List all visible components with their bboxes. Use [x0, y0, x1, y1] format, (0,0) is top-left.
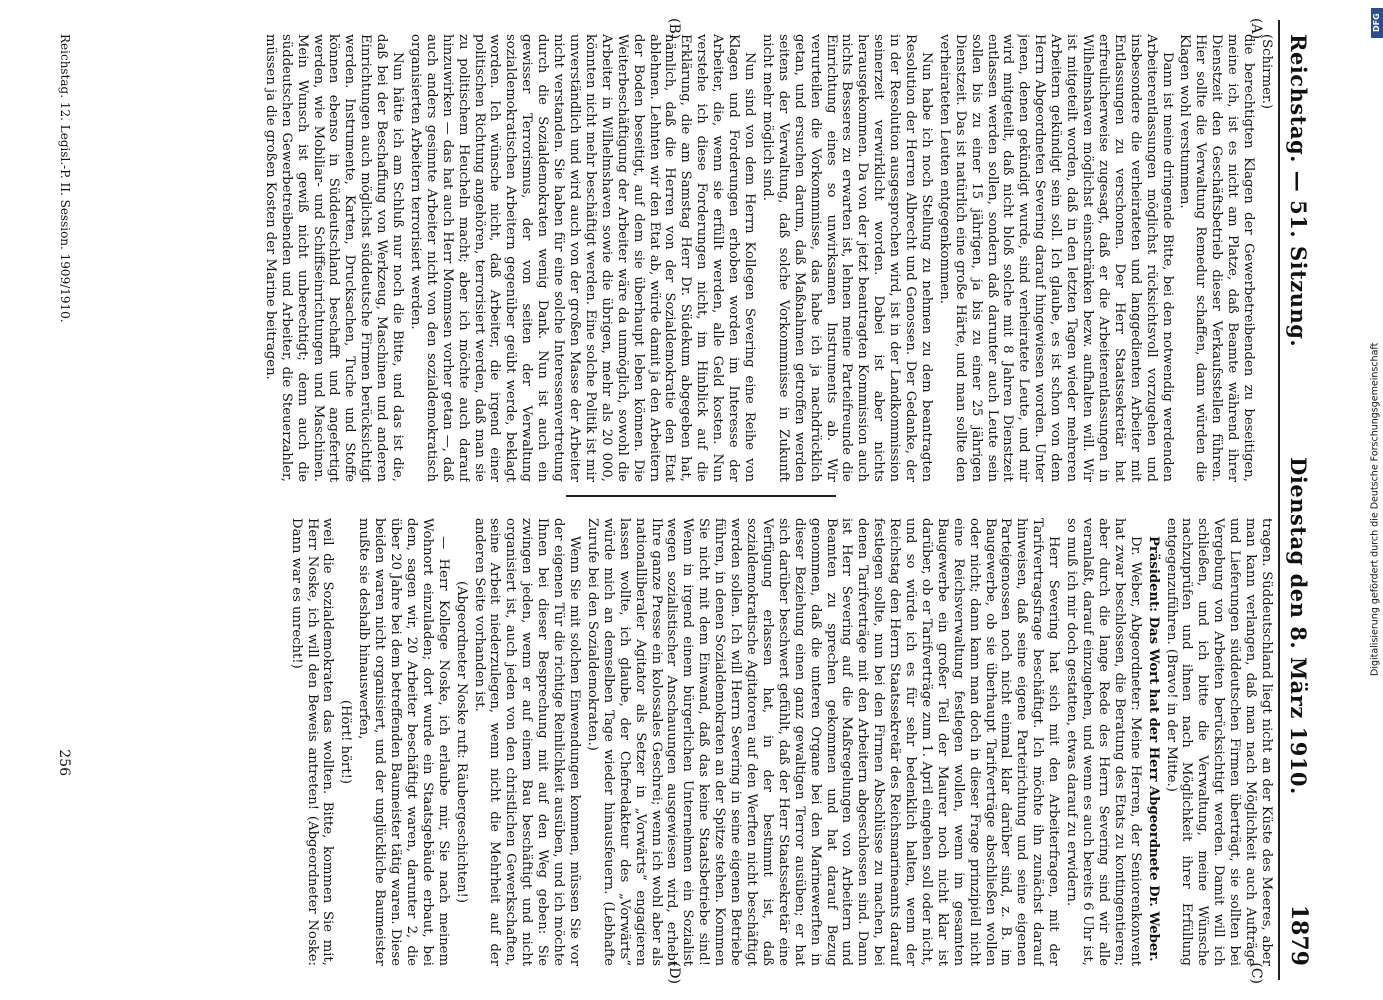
speaker-tag: (Schirmer.) [1259, 34, 1274, 110]
left-text-column [88, 34, 1274, 482]
paragraph: — Herr Kollege Noske, ich erlaube mir, Sie nach meinem Wohnort einzuladen; dort wurde ein Staatsgebäude erbaut, bei dem, sagen wir, 20 Arbeiter beschäftigt waren, darunter 2, die über 20 Jahre bei dem betreffenden Baumeister tätig waren. Diese beiden waren nicht organisiert, und der unglückliche Baumeister mußte sie deshalb hinauswerfen, [356, 518, 451, 966]
paragraph: Nun habe ich noch Stellung zu nehmen zu dem beantragten Resolution der Herren Albrecht und Genossen. Der Gedanke, der in der Resolution ausgesprochen wird, ist in der Landkommission seinerzeit verwirklicht worden. Dabei ist aber nichts herausgekommen. Da von der jetzt beantragten Kommission auch nichts Besseres zu erwarten ist, lehnen meine Parteifreunde die Einrichtung eines so unwirksamen Instruments ab. Wir verurteilen die Vorkommnisse, das habe ich ja nachdrücklich getan, und ersuchen darum, daß Maßnahmen getroffen werden seitens der Verwaltung, daß solche Vorkommnisse in Zukunft nicht mehr möglich sind. [759, 34, 934, 482]
margin-marker-c: (C) [1248, 962, 1264, 984]
page-number: 1879 [1286, 904, 1312, 966]
paragraph: die berechtigten Klagen der Gewerbetreibenden zu beseitigen, meine ich, ist es nicht am Platze, daß Beamte während ihrer Dienstzeit den Geschäftsbetrieb dieser Verkaufsstellen führen. Hier sollte die Verwaltung Remedur schaffen, dann würden die Klagen wohl verstummen. [1177, 34, 1257, 482]
paragraph: Wenn Sie mit solchen Einwendungen kommen, müssen Sie vor der eigenen Tür die richtige Reinlichkeit ausüben, und ich möchte Ihnen bei dieser Besprechung mit auf den Weg geben: Sie zwingen jeden, wenn er auf einem Bau beschäftigt und nicht organisiert ist, auch jeden von den christlichen Gewerkschaften, seine Arbeit niederzulegen, wenn nicht die Mehrheit auf der anderen Seite vorhanden ist. [471, 518, 583, 966]
paragraph: tragen. Süddeutschland liegt nicht an der Küste des Meeres, aber man kann verlangen, daß man nach Möglichkeit auch Aufträge und Lieferungen süddeutschen Firmen überträgt, sie sollten bei Vergebung von Arbeiten berücksichtigt werden. Damit will ich schließen, und ich bitte die Verwaltung, meine Wünsche nachzuprüfen und ihnen nach Möglichkeit ihrer Erfüllung entgegenzuführen. (Bravo! in der Mitte.) [1163, 518, 1274, 966]
paragraph: Nun sind von dem Herrn Kollegen Severing eine Reihe von Klagen und Forderungen erhoben worden im Interesse der Arbeiter, die, wenn sie erfüllt werden, alle Geld kosten. Nun verstehe ich diese Forderungen nicht, im Hinblick auf die Erklärung, die am Samstag Herr Dr. Südekum abgegeben hat, nämlich, daß die Herren von der Sozialdemokratie den Etat ablehnen. Lehnten wir den Etat ab, würde damit ja den Arbeitern der Boden beseitigt, auf dem sie überhaupt leben können. Die Weiterbeschäftigung der Arbeiter wäre da unmöglich, sowohl die Arbeiter in Wilhelmshaven sowie die übrigen, mehr als 20 000, könnten nicht mehr beschäftigt werden. Eine solche Politik ist mir unverständlich und wird auch von der großen Masse der Arbeiter nicht verstanden. Sie haben für eine solche Interessenvertretung durch die Sozialdemokraten wenig Dank. Nun ist auch ein gewisser Terrorismus, der von seiten der Verwaltung sozialdemokratischen Arbeitern gegenüber geübt werde, beklagt worden. Ich wünsche nicht, daß Arbeiter, die irgend einer politischen Richtung angehören, terrorisiert werden, daß man sie zu politischem Heucheln macht; aber ich möchte auch darauf hinzuwirken — das hat auch Herr Mommsen vorher getan —, daß auch anders gesinnte Arbeiter nicht von den sozialdemokratisch organisierten Arbeitern terrorisiert werden. [407, 34, 757, 482]
header-date: Dienstag den 8. März 1910. [1286, 457, 1311, 795]
interjection: (Hört! hört!) [338, 699, 354, 785]
margin-marker-d: (D) [666, 961, 682, 984]
footer-legislature: Reichstag. 12. Legisl.-P. II. Session. 1909/1910. [58, 34, 72, 323]
president-announcement: Präsident: Das Wort hat der Herr Abgeordnete Dr. Weber. [1145, 536, 1161, 962]
paragraph: Herr Severing hat sich mit den Arbeiterfragen, mit der Tarifvertragsfrage beschäftigt. Ich möchte ihn zunächst darauf hinweisen, daß seine eigene Parteirichtung und seine eigenen Parteigenossen noch nicht einmal klar darüber sind, z. B. im Baugewerbe, ob sie überhaupt Tarifverträge abschließen wollen oder nicht; dann kann man doch in dieser Frage prinzipiell nicht eine Reichsverwaltung festlegen wollen, wenn im gesamten Baugewerbe ein großer Teil der Maurer noch nicht klar ist darüber, ob er Tarifverträge zum 1. April eingehen soll oder nicht, und so würde ich es für sehr bedenklich halten, wenn der Reichstag den Herrn Staatssekretär des Reichsmarineamts darauf festlegen sollte, nun bei den Firmen Abschlüsse zu machen, bei denen Tarifverträge mit den Arbeitern abgeschlossen sind. Dann ist Herr Severing auf die Maßregelungen von Arbeitern und Beamten zu sprechen gekommen und hat darauf Bezug genommen, daß die unteren Organe bei den Marinewerften in dieser Beziehung einen ganz gewaltigen Terror ausüben; er hat sich darüber beschwert gefühlt, daß der Herr Staatssekretär eine Verfügung erlassen hat, in der bestimmt ist, daß sozialdemokratische Agitatoren auf den Werften nicht beschäftigt werden sollen. Ich will Herrn Severing in seine eigenen Betriebe führen, in denen Sozialdemokraten an der Spitze stehen. Kommen Sie nicht mit dem Einwand, daß das keine Staatsbetriebe sind! Wenn in irgend einem bürgerlichen Unternehmen ein Sozialist wegen sozialistischer Anschauungen ausgewiesen wird, erhebt Ihre ganze Presse ein kolossales Geschrei; wenn ich wohl aber als nationalliberaler Agitator als Setzer in „Vorwärts“ engagieren lassen wollte, ich glaube, der Chefredakteur des „Vorwärts“ würde mich an demselben Tage wieder hinausfeuern. (Lebhafte Zurufe bei den Sozialdemokraten.) [584, 518, 1062, 966]
footer-signature: 256 [56, 749, 72, 776]
page-footer [56, 34, 72, 966]
right-text-column [88, 518, 1274, 966]
digitization-note: Digitalisierung gefördert durch die Deutsche Forschungsgemeinschaft [1369, 342, 1381, 676]
paragraph: Dr. Weber, Abgeordneter: Meine Herren, der Seniorenkonvent hat zwar beschlossen, die Beratung des Etats zu kontingentieren; aber durch die lange Rede des Herrn Severing sind wir alle veranlaßt, darauf einzugehen, und wenn es auch bereits 6 Uhr ist, so muß ich mir doch gestatten, etwas darauf zu erwidern. [1064, 518, 1143, 966]
interjection: (Abgeordneter Noske ruft: Räubergeschichten!) [453, 581, 469, 903]
paragraph: Dann ist meine dringende Bitte, bei den notwendig werdenden Arbeiterentlassungen möglichst rücksichtsvoll vorzugehen und insbesondere die verheirateten und langgedienten Arbeiter mit Entlassungen zu verschonen. Der Herr Staatssekretär hat erfreulicherweise zugesagt, daß er die Arbeiterentlassungen in Wilhelmshaven möglichst einschränken bezw. aufhalten will. Wir ist mitgeteilt worden, daß in den letzten Tagen wieder mehreren Arbeitern gekündigt sein soll. Ich glaube, es ist schon von dem Herrn Abgeordneten Severing darauf hingewiesen worden. Unter jenen, denen gekündigt wurde, sind verheiratete Leute, und mir wird mitgeteilt, daß nicht bloß solche mit 8 Jahren Dienstzeit entlassen werden sollen, sondern daß darunter auch Leute sein sollen bis zu einer 15 jährigen, ja bis zu einer 25 jährigen Dienstzeit. Das ist natürlich eine große Härte, und man sollte den verheirateten Leuten entgegenkommen. [936, 34, 1175, 482]
margin-marker-b: (B) [666, 18, 682, 40]
dfg-logo: DFG [1371, 8, 1383, 38]
column-divider [566, 495, 836, 497]
margin-marker-a: (A) [1248, 18, 1264, 40]
header-session: Reichstag. — 51. Sitzung. [1286, 34, 1311, 348]
paragraph: Nun hätte ich am Schluß nur noch die Bitte, und das ist die, daß bei der Beschaffung von Werkzeug, Maschinen und anderen Einrichtungen auch möglichst süddeutsche Firmen berücksichtigt werden. Instrumente, Karten, Drucksachen, Tuche und Stoffe können ebenso in Süddeutschland beschafft und angefertigt werden, wie Mobiliar- und Schiffseinrichtungen und Maschinen. Mein Wunsch ist gewiß nicht unberechtigt; denn auch die süddeutschen Gewerbetreibenden und Arbeiter, die Steuerzahler, müssen ja die großen Kosten der Marine beitragen. [262, 34, 406, 482]
rotated-newspaper-page [52, 18, 1322, 984]
paragraph: weil die Sozialdemokraten das wollten. Bitte, kommen Sie mit, Herr Noske, ich will den Beweis antreten! (Abgeordneter Noske: Dann war es unrecht!) [288, 518, 336, 966]
page-header [1278, 20, 1322, 980]
